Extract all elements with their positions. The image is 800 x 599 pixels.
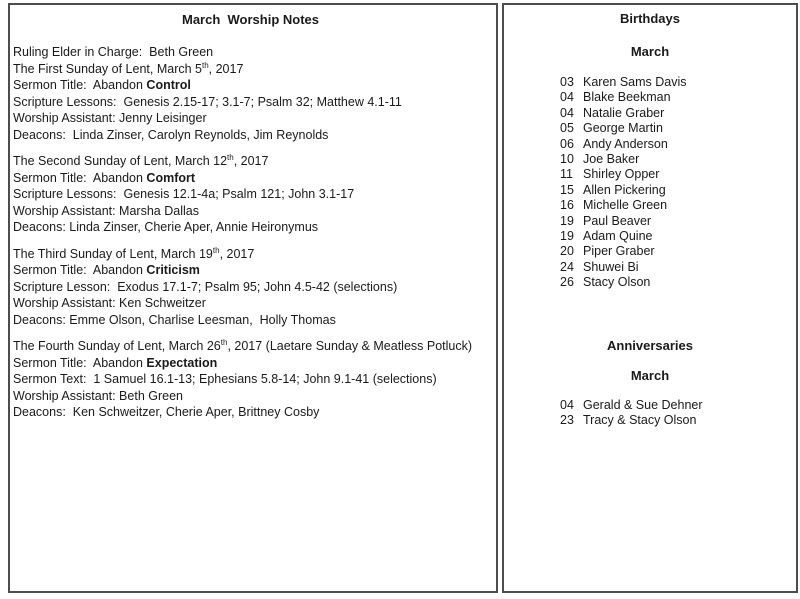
birthday-entry: [504, 106, 796, 121]
sunday-date-line: [13, 246, 488, 263]
date-superscript: th: [201, 60, 209, 70]
birthday-day: 03: [560, 75, 574, 89]
deacons-line: Deacons: Emme Olson, Charlise Leesman, Holly Thomas: [13, 312, 336, 327]
date-text: The Second Sunday of Lent, March 12: [13, 154, 228, 168]
deacons-line: Deacons: Ken Schweitzer, Cherie Aper, Brittney Cosby: [13, 405, 320, 419]
date-superscript: th: [227, 152, 234, 162]
worship-section-third-sunday: [13, 246, 488, 329]
date-superscript: th: [220, 337, 228, 347]
date-text: , 2017: [219, 246, 255, 261]
anniversary-day: 04: [560, 397, 574, 412]
worship-assistant-line: Worship Assistant: Ken Schweitzer: [13, 296, 206, 310]
birthday-day: 20: [560, 244, 574, 259]
sermon-title-line: [13, 77, 488, 94]
worship-assistant-line: Worship Assistant: Jenny Leisinger: [13, 111, 207, 125]
birthdays-title: Birthdays: [620, 11, 680, 26]
birthday-entry: [504, 90, 796, 105]
worship-section-fourth-sunday: [13, 338, 488, 421]
birthday-entry: [504, 198, 796, 213]
worship-notes-title: March Worship Notes: [181, 12, 319, 27]
anniversaries-month: March: [630, 367, 670, 383]
scripture-line: Scripture Lesson: Exodus 17.1-7; Psalm 95; John 4.5-42 (selections): [13, 279, 398, 294]
date-text: , 2017: [233, 154, 269, 168]
birthday-day: 04: [560, 90, 574, 105]
birthday-day: 11: [560, 167, 573, 182]
birthday-name: Andy Anderson: [583, 136, 668, 151]
birthday-day: 16: [560, 198, 574, 213]
ruling-elder-line: Ruling Elder in Charge: Beth Green: [13, 45, 214, 59]
date-text: The First Sunday of Lent, March 5: [13, 61, 202, 76]
sermon-title-line: [13, 262, 488, 279]
birthday-entry: [504, 152, 796, 167]
worship-assistant-line: Worship Assistant: Marsha Dallas: [13, 203, 199, 218]
sermon-title-label: Sermon Title: Abandon: [13, 78, 147, 92]
birthday-name: Joe Baker: [583, 152, 640, 167]
birthday-day: 19: [560, 229, 574, 244]
birthday-name: Adam Quine: [583, 229, 653, 244]
anniversary-list: [504, 398, 796, 429]
birthday-entry: [504, 275, 796, 290]
scripture-line: Scripture Lessons: Genesis 12.1-4a; Psalm 121; John 3.1-17: [13, 187, 355, 201]
birthday-entry: [504, 137, 796, 152]
birthday-day: 04: [560, 105, 574, 120]
birthday-entry: [504, 75, 796, 90]
sermon-title-label: Sermon Title: Abandon: [13, 263, 147, 277]
sermon-title-keyword: Comfort: [146, 170, 196, 185]
birthday-name: Michelle Green: [583, 198, 668, 213]
date-text: , 2017 (Laetare Sunday & Meatless Potluck): [227, 339, 473, 353]
sunday-date-line: [13, 61, 488, 78]
birthday-entry: [504, 167, 796, 182]
worship-notes-panel: [8, 3, 498, 593]
birthday-day: 05: [560, 121, 574, 136]
date-text: , 2017: [208, 61, 244, 76]
birthday-entry: [504, 214, 796, 229]
birthday-list: [504, 75, 796, 291]
anniversary-entry: [504, 398, 796, 413]
deacons-line: Deacons: Linda Zinser, Cherie Aper, Annie Heironymus: [13, 220, 319, 234]
worship-section-second-sunday: [13, 153, 488, 236]
sermon-title-keyword: Expectation: [146, 355, 218, 370]
birthday-name: Allen Pickering: [583, 182, 666, 197]
birthday-entry: [504, 183, 796, 198]
birthday-name: Paul Beaver: [583, 213, 652, 228]
birthdays-month: March: [630, 44, 670, 59]
sermon-title-label: Sermon Title: Abandon: [13, 355, 147, 370]
sunday-date-line: [13, 153, 488, 170]
birthday-name: Shirley Opper: [583, 167, 660, 182]
sermon-text-line: Sermon Text: 1 Samuel 16.1-13; Ephesians 5.8-14; John 9.1-41 (selections): [13, 372, 437, 386]
birthday-name: Karen Sams Davis: [583, 75, 687, 89]
anniversary-entry: [504, 413, 796, 428]
birthday-entry: [504, 121, 796, 136]
date-text: The Third Sunday of Lent, March 19: [13, 246, 213, 261]
sermon-title-keyword: Criticism: [146, 263, 200, 277]
sermon-title-keyword: Control: [146, 78, 191, 92]
birthday-name: Natalie Graber: [583, 105, 665, 120]
scripture-line: Scripture Lessons: Genesis 2.15-17; 3.1-7; Psalm 32; Matthew 4.1-11: [13, 94, 402, 109]
date-superscript: th: [212, 245, 220, 255]
birthday-day: 06: [560, 136, 574, 151]
deacons-line: Deacons: Linda Zinser, Carolyn Reynolds, Jim Reynolds: [13, 127, 329, 142]
anniversary-day: 23: [560, 413, 574, 428]
birthday-name: Piper Graber: [583, 244, 655, 259]
sermon-title-label: Sermon Title: Abandon: [13, 170, 147, 185]
birthday-entry: [504, 260, 796, 275]
birthday-entry: [504, 229, 796, 244]
birthday-day: 26: [560, 275, 574, 290]
birthday-day: 10: [560, 152, 574, 167]
worship-section-first-sunday: [13, 44, 488, 143]
sermon-title-line: [13, 355, 488, 372]
birthdays-anniversaries-panel: [502, 3, 798, 593]
birthday-name: George Martin: [583, 121, 663, 136]
birthday-name: Blake Beekman: [583, 90, 671, 105]
anniversary-name: Tracy & Stacy Olson: [583, 413, 697, 428]
birthday-day: 19: [560, 213, 574, 228]
birthday-day: 15: [560, 182, 574, 197]
birthday-name: Stacy Olson: [583, 275, 651, 290]
sunday-date-line: [13, 338, 488, 355]
sermon-title-line: [13, 170, 488, 187]
birthday-day: 24: [560, 259, 574, 274]
date-text: The Fourth Sunday of Lent, March 26: [13, 339, 221, 353]
worship-assistant-line: Worship Assistant: Beth Green: [13, 388, 183, 403]
birthday-name: Shuwei Bi: [583, 259, 639, 274]
anniversaries-title: Anniversaries: [607, 337, 693, 353]
anniversary-name: Gerald & Sue Dehner: [583, 397, 703, 412]
birthday-entry: [504, 244, 796, 259]
